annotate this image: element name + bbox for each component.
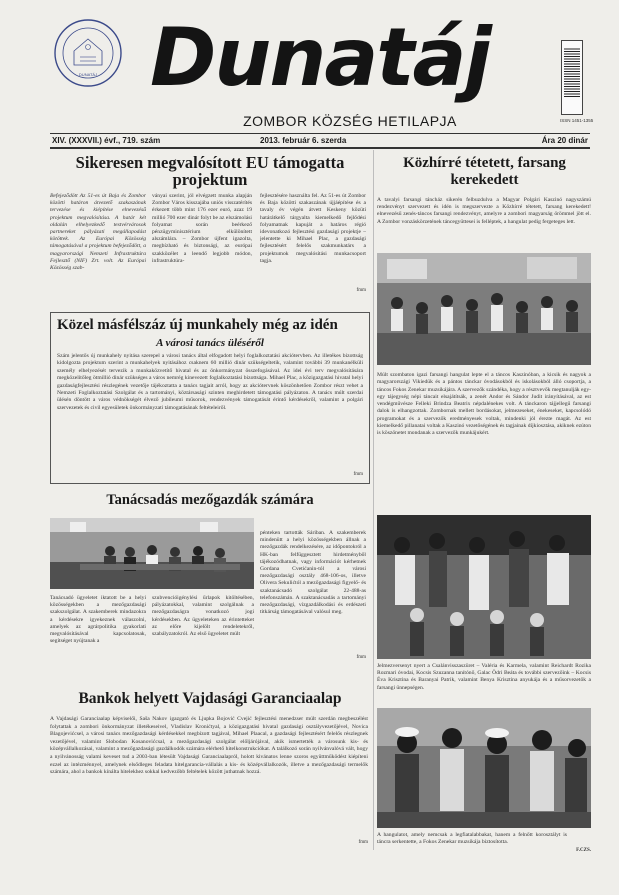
article-intro: A tavalyi farsangi táncház sikerén felbuzdulva a Magyar Polgári Kaszinó nagyszámú rendezvényt szervezett és idén is megszervezte a Közhírré tétetett, farsang kerekedett! elnevezésű zenés-táncos farsangi rendezvényt, amelyre a zombori magyarság örömmel jött el. A Zombor vonzáskörzetének táncegyüttesei is felléptek, a hangulat pedig fergeteges lett. <box>377 197 591 225</box>
article-signature: fmm <box>356 655 366 660</box>
article-title: Sikeresen megvalósított EU támogatta projektum <box>75 153 345 189</box>
masthead-title: Dunatáj <box>150 11 490 104</box>
article-farmers <box>50 492 370 662</box>
article-body: A Vajdasági Garanciaalap képviselői, Saša Nakov igazgató és Ljupka Bojović Cvejić fejlesztési menedzser múlt szerdán megbeszélést folytattak a zombori önkormányzat illetékeseivel, Vladislav Kronićtyal, a közigazgatási hivatal gazdasági osztályvezetőjével, Novica Blagojevićcsel, a városi tanács mezőgazdasági kérdésekkel megbízott tagjával, Mihael Plaacal, a gazdasági fejlesztésért felelős részlegnek vezetőjével, valamint Slobodan Kosanovićcsal, a mezőgazdasági szolgálat előljárójával, akik ismertették a városunk kis- és középvállalkozásai, valamint a mezőgazdasági gazdálkodók számára elérhető hitelkonstrukciókat. A találkozó során nyilvánvalóvá vált, hogy a nyilvánosság valami keveset tud a 2003-ban létesült Vajdasági Garanciaalapról, holott kivánatos lenne szoros együttműködést kiépíteni ezzel az intézménnyel, amelynek elsődleges feladata hitelgarancia-vállalás a kis- és középvállalkozók, illetve a mezőgazdasági termelők számára, ahol a bankok kínálta hitelekhez sokkal kedvezőbb feltételek között juthatnak hozzá. <box>50 716 368 776</box>
article-guarantee-fund <box>50 690 370 850</box>
article-column-2: szubvencióigénylési űrlapok kitöltésében, pályázatokkal, valamint szolgálnak a mezőgazdaságra vonatkozó jogi kérdésekben. Az ügyeleteken az érintetteket az előre kijelölt rendeletekről, szabályzatokról. Az első ügyeletet múlt <box>152 595 254 638</box>
article-column-3: pénteken tartották Sáriban. A szakemberek mindenütt a helyi közösségekben állnak a mezőgazdák rendelkezésére, az időpontokról a HK-ban felfüggesztett hirdetményből tájékozódhatnak, vagy információt kérhetnek Gordana Cvetićanin-tól a városi mezőgazdasági osztály 468-106-os, illetve Olivera Sekulićtól a mezőgazdasági figyelő- és szaktanácsadó szolgálat 22-488-as telefonszámán. A szaktanácsadás a tartományi mezőgazdasági, vízgazdálkodási és erdészeti titkárság támogatásával valósul meg. <box>260 530 366 616</box>
issn-box <box>561 40 583 115</box>
article-column-1: Tanácsadó ügyeletet iktatott be a helyi közösségekben a mezőgazdasági szakszolgálat. A szakemberek mindazokra a kérdésekre igyekeznek válaszolni, amelyek az agrárpolitika gyakorlati megvalósításával kapcsolatosak, segítséget nyújtanak a <box>50 595 146 645</box>
meeting-photo <box>50 518 254 589</box>
article-title: Közhírré tétetett, farsang kerekedett <box>403 155 566 188</box>
carnival-dance-photo <box>377 253 591 365</box>
article-signature: fmm <box>358 840 368 845</box>
article-signature: fmm <box>356 288 366 293</box>
masthead-subtitle: ZOMBOR KÖZSÉG HETILAPJA <box>243 113 457 129</box>
library-stamp <box>52 17 124 89</box>
issue-number: XIV. (XXXVII.) évf., 719. szám <box>52 136 161 145</box>
article-title: Tanácsadás mezőgazdák számára <box>106 492 314 508</box>
article-column-1: Befejeződött Az 51-es út Baja és Zombor közötti határon átvezető szakaszának tervezése és kiépítése elnevezésű projektum megvalósítása. A határ két oldalán elhelyezkedő testvérvárosok partnereket pályázati megállapodást kötöttek. Az Európai Közösség támogatásával a projektum befejeződött, a magyarországi Nemzeti Infrastruktúra Fejlesztő (NIF) Zrt. volt. Az Európai Közösség szab- <box>50 193 146 272</box>
issue-date: 2013. február 6. szerda <box>260 136 347 145</box>
article-subtitle: A városi tanács üléséről <box>156 337 264 349</box>
article-mid-text: Múlt szombaton igazi farsangi hangulat lepte el a táncos Kaszinóban, a kicsik és nagyok a magyarországi Vikiedük és a pántos tánckar óvodásokból és iskolásokból álló csoportja, a táncos Fokos Zenekar muzsikájára. A szervezők szándéka, hogy a résztvevők megtanulják egy-egy tájegység népi táncait elsajátítsák, a zenét Andor és Sándor Judit irányításával, az est vendégművésze Felleki Brindza Beatrix népdalénekes volt. A tánckaron tájjellegű farsangi dalok is elhangzottak. Zombornak mellett bordásokat, jelmezeseket, énekeseket, kapcsolódó programokat és a szervezők eredményesek voltak, mindenki jól érezte magát. Az est kiemelkedő pillanatai voltak a Kaszinó vezetőségének és tagjainak díjkiosztása, akiknek ezúton is köszönetet mondanak a szervezők munkájukért. <box>377 372 591 437</box>
costumes-photo <box>377 515 591 659</box>
band-photo <box>377 708 591 828</box>
article-title: Bankok helyett Vajdasági Garanciaalap <box>78 690 342 707</box>
article-column-2: ványai szerint, jól elvégzett munka alapján Zombor Város kisszajába uniós visszatérítés érkezett több mint 176 ezer euró, azaz 19 millió 700 ezer dinár folyt be az elszámolási folyamat során beérkező pénzügyminisztérium elkülönített alszámlára. – Zombor újfent igazolta, megbízható és biztonsági, az európai szakközélet a leendő legjobb módon, infrastruktúra- <box>152 193 252 264</box>
article-body: Szám jelentős új munkahely nyitása szerepel a városi tanács által elfogadott helyi foglalkoztatási akciótervben. Az illetékes bizottság kidolgozta projektum szerint a munkahelyek nyitásához csaknem 60 millió dinár szükségeltetik, valamint további 39 munkanélküli személy elhelyezését tervezik a munkaközvetítő hivatal és az önkormányzat összefogásával. Az idei évi terv megvalósítására megközelítőleg ötmillió dinár szükséges a város nemrég kinevezett foglalkoztatási bizottsága. Mihael Plac, a közigazgatási hivatal helyi gazdaságfejlesztési részlegének vezetője tájékoztatta a tanács tagjait arról, hogy az akciótervnek köszönhetően Zombor részt vehet a Nemzeti Foglalkoztatási Szolgálat és a tartományi, köztársasági szinten meghirdetett támogatási pályázaton. A tanács múlt szerdai ülésén döntött a város védnökségét élvező jubileumi műsorok, rendezvények támogatását érintő kérdésekről, valamint a polgári szervezetek és civil egyesületek önkormányzati támogatásának feltételeiről. <box>57 353 363 411</box>
article-carnival <box>377 150 592 860</box>
article-column-3: fejlesztésére használta fel. Az 51-es út Zombor és Baja közötti szakaszának újjáépítése és a tavaly év végén átvett Keskeny közüti határátkelő tárgyalta kiemelkedő fejlődési folyamatnak kapuját a határos régió idevonatkozó fejlesztési gazdasági projektje – jelentette ki Mihael Plac, a gazdasági fejlesztésért felelős szakmunkatárs a projektumok megvalósítási munkacsoport tagja. <box>260 193 366 264</box>
band-photo-caption: A hangulatot, amely nemcsak a legfiatalabbakat, hanem a felnőtt korosztályt is táncra serkentette, a Fokos Zenekar muzsikája biztosította. <box>377 832 567 846</box>
article-signature: F.CZS. <box>576 848 591 853</box>
masthead-rule-bottom <box>50 147 590 149</box>
stamp-text: DUNATÁJ <box>78 72 98 77</box>
issn-number: ISSN 1451-1355 <box>560 118 594 123</box>
masthead <box>0 0 619 150</box>
article-eu-project <box>50 150 370 300</box>
column-divider <box>373 150 374 850</box>
costumes-caption: Jelmezversenyt nyert a Csalánvisszaszüret – Valéria és Karmela, valamint Reichardt Rozika Rozmari óvodai, Kocsis Szuzanna tanítónő, Galac Ödri Beáta és további szervezőink – Kocsis Éva Krisztina és Baranyai Patrik, valamint Benya Krisztina anyukája és a műsorvezetők a farsangi ünnepségen. <box>377 663 591 691</box>
masthead-rule <box>50 133 590 134</box>
issue-price: Ára 20 dinár <box>541 136 588 145</box>
article-signature: fmm <box>353 472 363 477</box>
article-new-jobs <box>50 312 370 484</box>
article-title: Közel másfélszáz új munkahely még az idén <box>57 317 338 333</box>
